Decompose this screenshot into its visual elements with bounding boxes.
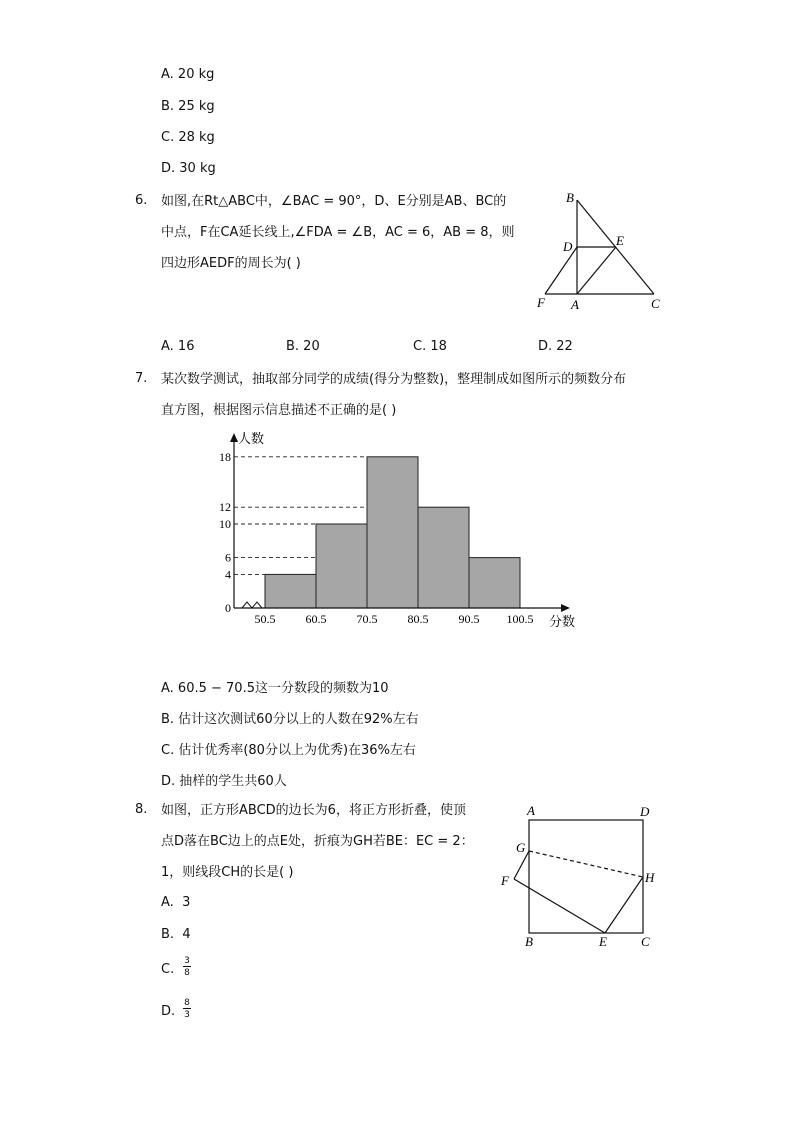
q8-label-e: E [599, 934, 607, 949]
q8-label-b: B [525, 934, 533, 949]
q8-option-a [161, 895, 190, 910]
q8-label-f: F [501, 873, 509, 888]
q7-option-a: A. 60.5 − 70.5这一分数段的频数为10 [161, 681, 389, 696]
q8-line-2: 点D落在BC边上的点E处，折痕为GH若BE：EC = 2： [161, 834, 474, 849]
q8-option-d-fraction [183, 998, 191, 1020]
q8-option-d-numerator: 8 [184, 998, 190, 1008]
q8-option-c-fraction [183, 956, 191, 978]
x-tick-label-5: 90.5 [458, 612, 480, 626]
q8-option-b [161, 927, 191, 942]
q8-label-c: C [641, 934, 650, 949]
q8-option-a-value: 3 [182, 895, 191, 910]
histogram-bar-2 [316, 524, 367, 608]
q8-square-figure [495, 800, 665, 955]
x-tick-label-2: 60.5 [305, 612, 327, 626]
y-tick-label-0: 0 [225, 601, 231, 615]
q6-option-b: B. 20 [286, 339, 320, 354]
q6-label-d: D [563, 239, 573, 254]
x-axis-arrow [561, 604, 570, 612]
q7-option-c: C. 估计优秀率(80分以上为优秀)在36%左右 [161, 743, 416, 758]
y-tick-label-18: 18 [219, 449, 231, 464]
q8-line-3: 1，则线段CH的长是( ) [161, 865, 294, 880]
q8-option-d-fraction-bar [183, 1008, 191, 1009]
q6-option-a: A. 16 [161, 339, 195, 354]
q6-line-1: 如图,在Rt△ABC中，∠BAC = 90°，D、E分别是AB、BC的 [161, 194, 507, 209]
y-axis-label: 人数 [238, 431, 265, 446]
q6-label-c: C [651, 296, 660, 311]
q8-option-d [161, 1004, 175, 1019]
q5-option-d: D. 30 kg [161, 161, 216, 176]
q7-number: 7. [135, 371, 148, 386]
histogram-bar-5 [469, 558, 520, 608]
q7-line-2: 直方图，根据图示信息描述不正确的是( ) [161, 403, 397, 418]
q8-option-c [161, 962, 174, 977]
q6-label-e: E [616, 233, 624, 248]
x-axis-label: 分数 [549, 614, 576, 629]
y-tick-label-6: 6 [225, 550, 231, 565]
q7-line-1: 某次数学测试，抽取部分同学的成绩(得分为整数)，整理制成如图所示的频数分布 [161, 372, 627, 387]
x-tick-label-6: 100.5 [506, 612, 534, 626]
histogram-bar-1 [265, 574, 316, 608]
q8-option-c-fraction-bar [183, 966, 191, 967]
x-tick-label-4: 80.5 [407, 612, 429, 626]
q7-histogram [210, 425, 590, 640]
q6-line-2: 中点，F在CA延长线上,∠FDA = ∠B，AC = 6，AB = 8，则 [161, 225, 515, 240]
q8-option-d-denominator: 3 [184, 1010, 190, 1020]
histogram-bar-3 [367, 457, 418, 608]
q7-option-b: B. 估计这次测试60分以上的人数在92%左右 [161, 712, 419, 727]
q8-option-b-value: 4 [182, 927, 191, 942]
q8-line-1: 如图，正方形ABCD的边长为6，将正方形折叠，使顶 [161, 803, 466, 818]
q6-option-d: D. 22 [538, 339, 573, 354]
q8-option-c-denominator: 8 [184, 968, 190, 978]
q6-label-f: F [537, 295, 545, 310]
q6-number: 6. [135, 193, 148, 208]
y-tick-label-12: 12 [219, 500, 231, 515]
q8-number: 8. [135, 802, 148, 817]
y-tick-label-4: 4 [225, 567, 231, 582]
q5-option-a: A. 20 kg [161, 67, 215, 82]
y-tick-label-10: 10 [219, 517, 231, 531]
q8-label-h: H [645, 870, 655, 885]
q6-triangle-figure [530, 185, 670, 315]
q8-option-a-letter: A. [161, 895, 174, 910]
q6-option-c: C. 18 [413, 339, 447, 354]
q8-label-g: G [516, 840, 526, 855]
q8-option-c-numerator: 3 [184, 956, 190, 966]
q8-option-c-letter: C. [161, 962, 175, 977]
axis-break [242, 602, 262, 608]
q5-option-c: C. 28 kg [161, 130, 215, 145]
q8-option-b-letter: B. [161, 927, 175, 942]
q6-label-b: B [566, 190, 574, 205]
x-tick-label-1: 50.5 [254, 612, 276, 626]
q8-label-a: A [527, 803, 535, 818]
q7-option-d: D. 抽样的学生共60人 [161, 774, 287, 789]
y-axis-arrow [230, 433, 238, 442]
q8-label-d: D [640, 804, 650, 819]
q6-line-3: 四边形AEDF的周长为( ) [161, 256, 301, 271]
q5-option-b: B. 25 kg [161, 99, 215, 114]
x-tick-label-3: 70.5 [356, 612, 378, 626]
histogram-bar-4 [418, 507, 469, 608]
q8-option-d-letter: D. [161, 1004, 176, 1019]
q6-label-a: A [571, 297, 579, 312]
